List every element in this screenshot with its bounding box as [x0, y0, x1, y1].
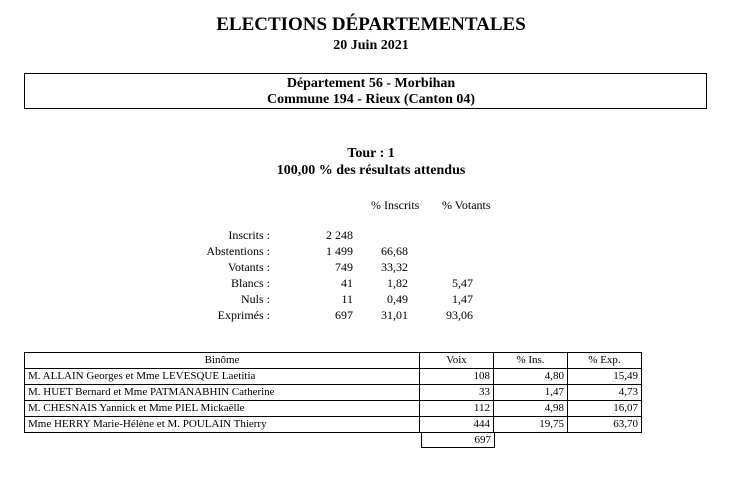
table-row [25, 417, 642, 433]
results-expected-label: 100,00 % des résultats attendus [276, 163, 466, 178]
stat-pct-inscrits: 31,01 [381, 308, 408, 322]
stat-label: Votants : [227, 260, 270, 274]
total-voix: 697 [421, 432, 495, 448]
stat-value: 749 [335, 260, 353, 274]
table-row [25, 385, 642, 401]
cell-pct-exp: 4,73 [568, 385, 642, 401]
cell-binome: M. ALLAIN Georges et Mme LEVESQUE Laetitia [25, 369, 420, 385]
cell-voix: 444 [420, 417, 494, 433]
table-row [25, 401, 642, 417]
stat-pct-inscrits: 1,82 [387, 276, 408, 290]
header-binome: Binôme [25, 353, 420, 369]
cell-pct-ins: 4,80 [494, 369, 568, 385]
stat-pct-votants: 93,06 [446, 308, 473, 322]
tour-label: Tour : 1 [347, 146, 395, 161]
stat-pct-votants: 5,47 [452, 276, 473, 290]
header-pct-exp: % Exp. [568, 353, 642, 369]
stat-label: Exprimés : [217, 308, 270, 322]
cell-binome: M. HUET Bernard et Mme PATMANABHIN Catherine [25, 385, 420, 401]
cell-binome: Mme HERRY Marie-Hélène et M. POULAIN Thierry [25, 417, 420, 433]
cell-voix: 112 [420, 401, 494, 417]
stat-value: 11 [341, 292, 353, 306]
cell-pct-ins: 19,75 [494, 417, 568, 433]
cell-binome: M. CHESNAIS Yannick et Mme PIEL Mickaëlle [25, 401, 420, 417]
cell-voix: 108 [420, 369, 494, 385]
stat-pct-inscrits: 0,49 [387, 292, 408, 306]
stat-pct-inscrits: 66,68 [381, 244, 408, 258]
table-header-row [25, 353, 642, 369]
stat-pct-votants: 1,47 [452, 292, 473, 306]
stat-value: 41 [341, 276, 353, 290]
table-row [25, 369, 642, 385]
stat-value: 1 499 [326, 244, 353, 258]
cell-pct-ins: 4,98 [494, 401, 568, 417]
cell-pct-ins: 1,47 [494, 385, 568, 401]
stat-value: 2 248 [326, 228, 353, 242]
col-header-pct-inscrits: % Inscrits [371, 198, 420, 212]
cell-pct-exp: 16,07 [568, 401, 642, 417]
header-pct-ins: % Ins. [494, 353, 568, 369]
cell-pct-exp: 15,49 [568, 369, 642, 385]
stat-pct-inscrits: 33,32 [381, 260, 408, 274]
col-header-pct-votants: % Votants [442, 198, 491, 212]
cell-voix: 33 [420, 385, 494, 401]
stat-label: Blancs : [231, 276, 270, 290]
results-table [24, 352, 642, 433]
stat-label: Nuls : [240, 292, 270, 306]
stat-value: 697 [335, 308, 353, 322]
header-voix: Voix [420, 353, 494, 369]
departement-label: Département 56 - Morbihan [286, 76, 456, 91]
stat-label: Abstentions : [206, 244, 270, 258]
stat-label: Inscrits : [228, 228, 270, 242]
election-date: 20 Juin 2021 [333, 38, 409, 53]
commune-label: Commune 194 - Rieux (Canton 04) [266, 92, 476, 107]
cell-pct-exp: 63,70 [568, 417, 642, 433]
page-title: ELECTIONS DÉPARTEMENTALES [216, 14, 526, 35]
